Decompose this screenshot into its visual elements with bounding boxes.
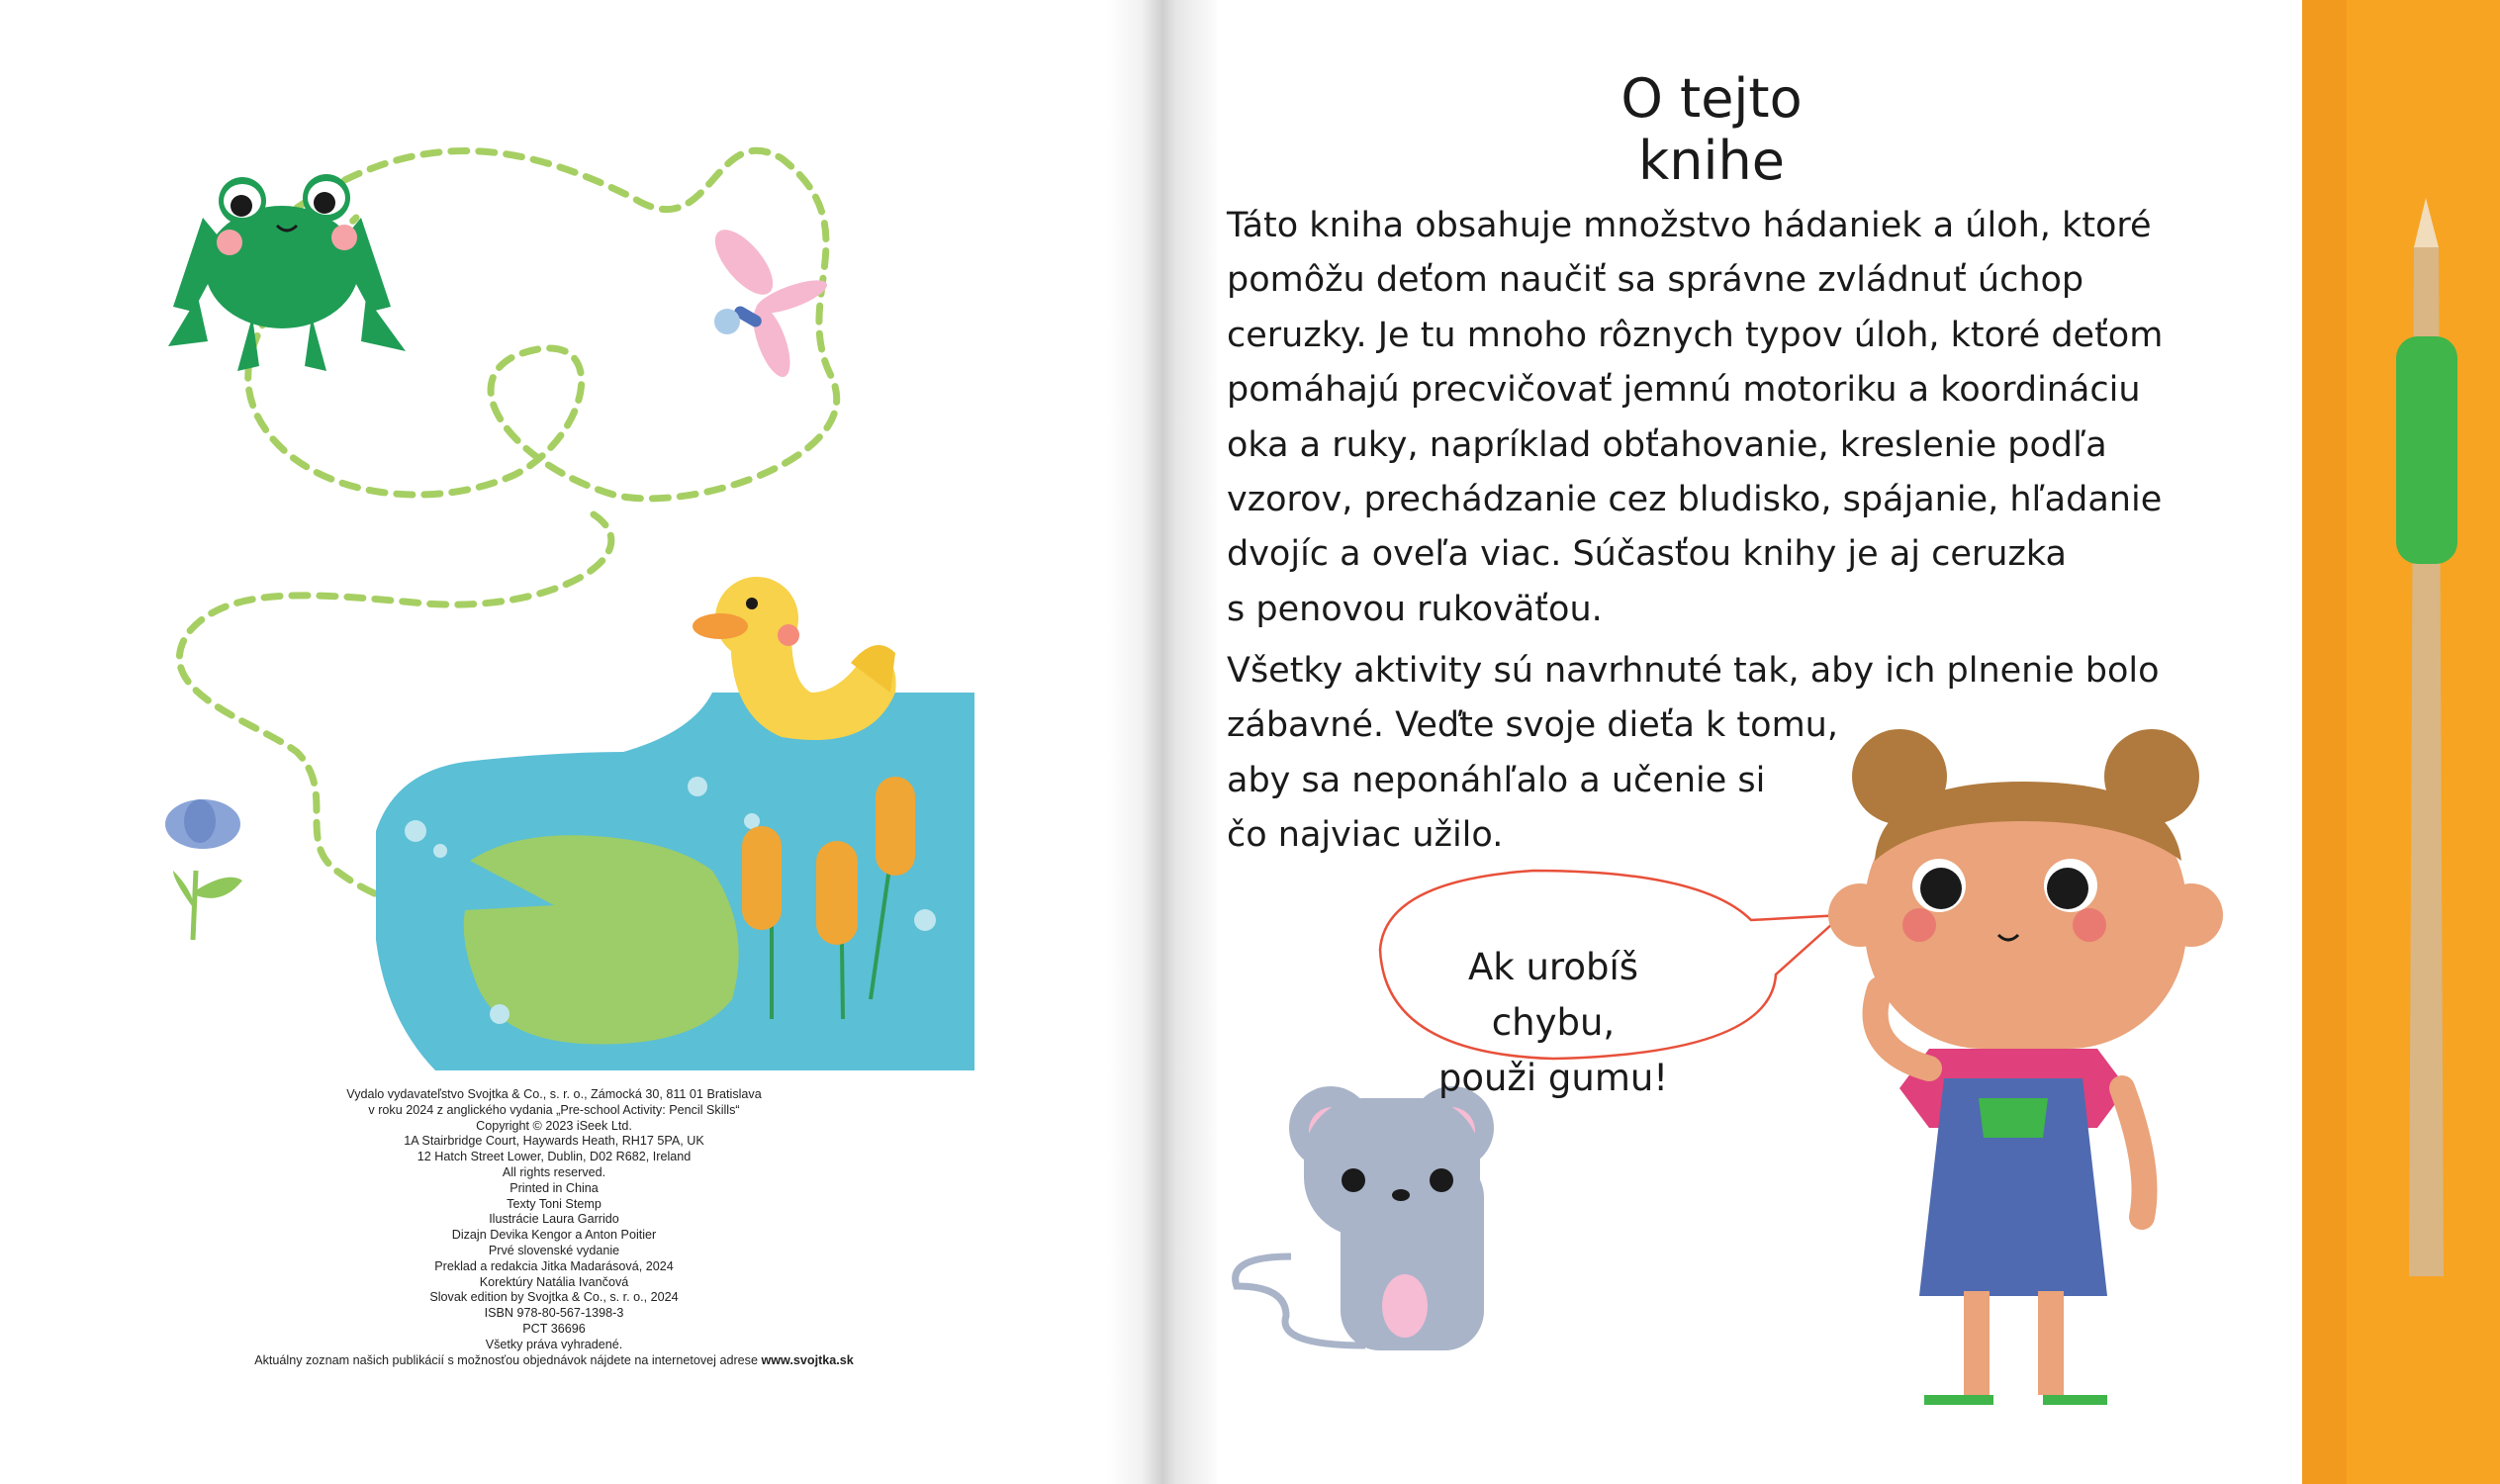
imprint-line: Ilustrácie Laura Garrido	[489, 1212, 619, 1227]
imprint-line: Vydalo vydavateľstvo Svojtka & Co., s. r. o., Zámocká 30, 811 01 Bratislava	[346, 1087, 762, 1101]
imprint-line: 1A Stairbridge Court, Haywards Heath, RH17 5PA, UK	[404, 1134, 704, 1149]
frog-icon	[168, 174, 406, 371]
imprint-line: 12 Hatch Street Lower, Dublin, D02 R682, Ireland	[417, 1150, 692, 1164]
pencil-icon	[2396, 198, 2457, 1276]
activities-paragraph: Všetky aktivity sú navrhnuté tak, aby ich plnenie bolo zábavné. Veďte svoje dieťa k tomu, aby sa neponáhľalo a učenie si čo najviac užilo.	[1227, 651, 2160, 856]
imprint-text: Aktuálny zoznam našich publikácií s možnosťou objednávok nájdete na internetovej adrese	[254, 1352, 762, 1367]
imprint-block	[208, 1087, 900, 1368]
mouse-icon	[1236, 1086, 1494, 1350]
imprint-line: v roku 2024 z anglického vydania „Pre-school Activity: Pencil Skills“	[368, 1102, 740, 1117]
imprint-line: Korektúry Natália Ivančová	[479, 1274, 629, 1289]
intro-paragraph: Táto kniha obsahuje množstvo hádaniek a úloh, ktoré pomôžu deťom naučiť sa správne zvládnuť úchop ceruzky. Je tu mnoho rôznych typov úloh, ktoré deťom pomáhajú precvičovať jemnú motoriku a koordináciu oka a ruky, napríklad obťahovanie, kreslenie podľa vzorov, prechádzanie cez bludisko, spájanie, hľadanie dvojíc a oveľa viac. Súčasťou knihy je aj ceruzka s penovou rukoväťou.	[1227, 206, 2164, 629]
imprint-line: Printed in China	[509, 1180, 599, 1195]
imprint-line: Preklad a redakcia Jitka Madarásová, 2024	[434, 1258, 674, 1273]
website-link[interactable]: www.svojtka.sk	[761, 1352, 854, 1367]
pond-icon	[376, 693, 974, 1070]
imprint-line: Texty Toni Stemp	[507, 1196, 602, 1211]
imprint-line: ISBN 978-80-567-1398-3	[484, 1306, 624, 1321]
imprint-line: Všetky práva vyhradené.	[485, 1337, 623, 1351]
page-title: O tejto knihe	[1620, 67, 1803, 192]
flower-icon	[165, 799, 242, 940]
imprint-last-line	[208, 1353, 900, 1369]
imprint-line: Copyright © 2023 iSeek Ltd.	[476, 1118, 632, 1133]
imprint-line: All rights reserved.	[502, 1164, 606, 1179]
speech-bubble-text: Ak urobíš chybu, použi gumu!	[1437, 946, 1669, 1099]
imprint-line: PCT 36696	[522, 1321, 586, 1336]
imprint-line: Slovak edition by Svojtka & Co., s. r. o., 2024	[429, 1290, 679, 1305]
imprint-line: Prvé slovenské vydanie	[488, 1243, 620, 1257]
dragonfly-icon	[704, 221, 830, 382]
imprint-line: Dizajn Devika Kengor a Anton Poitier	[451, 1228, 657, 1243]
